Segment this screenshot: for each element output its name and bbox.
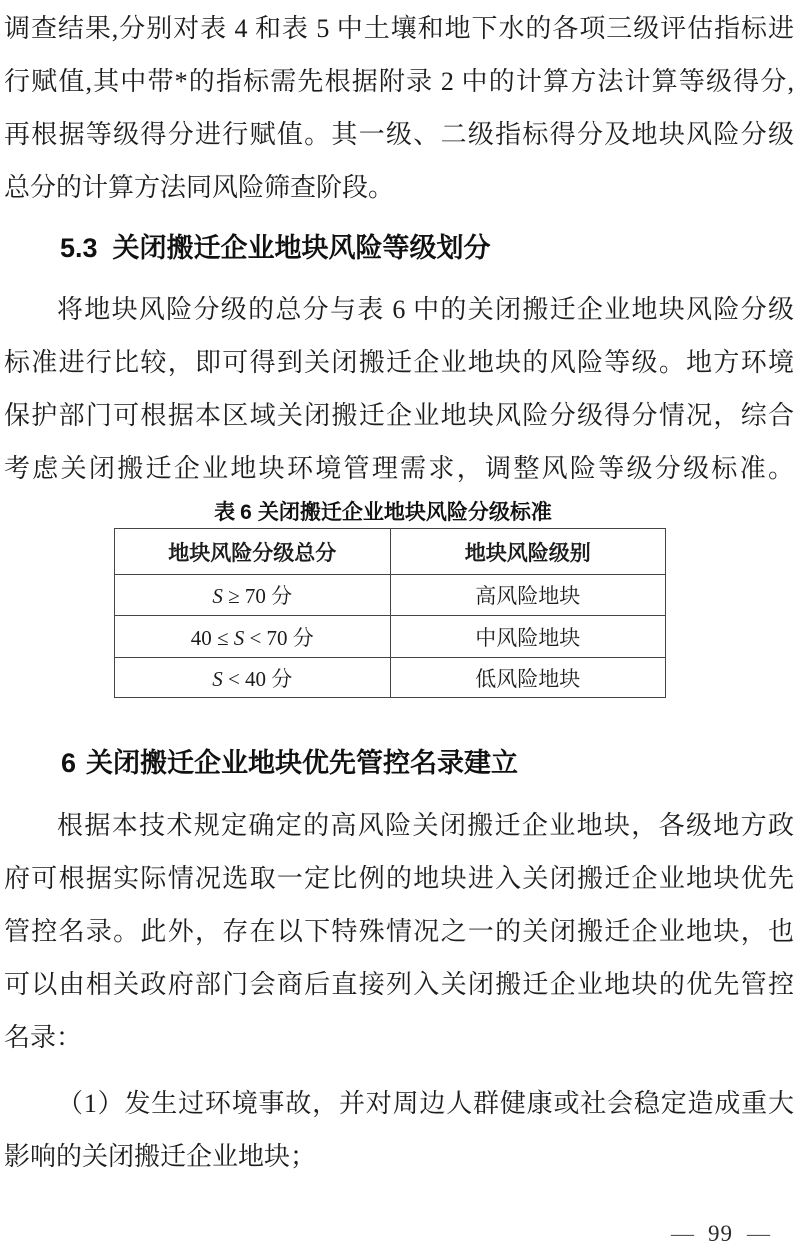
- section-title: 关闭搬迁企业地块优先管控名录建立: [86, 748, 519, 778]
- list-item-1: [4, 1077, 794, 1183]
- caption-title: 关闭搬迁企业地块风险分级标准: [257, 501, 552, 524]
- priority-list-paragraph: [4, 799, 794, 1064]
- table-row: [115, 658, 666, 698]
- text-line: 根据本技术规定确定的高风险关闭搬迁企业地块，各级地方政: [57, 811, 794, 840]
- section-number: 6: [61, 748, 77, 778]
- table-6-caption: [108, 498, 658, 528]
- text-line: 名录：: [4, 1023, 83, 1052]
- text-line: 总分的计算方法同风险筛查阶段。: [4, 173, 395, 202]
- caption-number: 6: [240, 501, 252, 524]
- text-line: 保护部门可根据本区域关闭搬迁企业地块风险分级得分情况，综合: [4, 401, 794, 430]
- header-score-column: 地块风险分级总分: [115, 529, 391, 575]
- caption-prefix: 表: [214, 501, 236, 524]
- text-line: 再根据等级得分进行赋值。其一级、二级指标得分及地块风险分级: [4, 120, 794, 149]
- header-level-column: 地块风险级别: [390, 529, 666, 575]
- footer-left-dash: —: [671, 1221, 694, 1246]
- score-cell: [115, 616, 391, 658]
- intro-paragraph: [4, 2, 794, 214]
- level-cell: 中风险地块: [390, 616, 666, 658]
- score-post: < 70 分: [244, 625, 314, 650]
- text-line: 标准进行比较，即可得到关闭搬迁企业地块的风险等级。地方环境: [4, 348, 794, 377]
- text-line: 将地块风险分级的总分与表 6 中的关闭搬迁企业地块风险分级: [57, 295, 794, 324]
- text-line: （1）发生过环境事故，并对周边人群健康或社会稳定造成重大: [57, 1089, 794, 1118]
- table-row: [115, 616, 666, 658]
- score-variable: S: [233, 625, 245, 650]
- text-line: 府可根据实际情况选取一定比例的地块进入关闭搬迁企业地块优先: [4, 864, 794, 893]
- risk-grading-paragraph: [4, 283, 794, 495]
- section-5-3-heading: [4, 230, 794, 266]
- score-variable: S: [212, 584, 223, 608]
- level-cell: 低风险地块: [390, 658, 666, 698]
- text-line: 影响的关闭搬迁企业地块；: [4, 1142, 317, 1171]
- text-line: 调查结果,分别对表 4 和表 5 中土壤和地下水的各项三级评估指标进: [4, 14, 794, 43]
- text-line: 考虑关闭搬迁企业地块环境管理需求，调整风险等级分级标准。: [4, 454, 794, 483]
- footer-right-dash: —: [747, 1221, 770, 1246]
- page-footer: [4, 1219, 794, 1249]
- score-pre: 40 ≤: [190, 625, 234, 650]
- text-line: 行赋值,其中带*的指标需先根据附录 2 中的计算方法计算等级得分,: [4, 67, 794, 96]
- text-line: 可以由相关政府部门会商后直接列入关闭搬迁企业地块的优先管控: [4, 970, 794, 999]
- score-cell: [115, 658, 391, 698]
- text-line: 管控名录。此外，存在以下特殊情况之一的关闭搬迁企业地块，也: [4, 917, 794, 946]
- section-title: 关闭搬迁企业地块风险等级划分: [112, 233, 491, 263]
- score-cell: [115, 575, 391, 616]
- score-variable: S: [212, 666, 223, 691]
- score-post: < 40 分: [222, 666, 293, 691]
- table-header-row: [115, 529, 666, 575]
- level-cell: 高风险地块: [390, 575, 666, 616]
- score-post: ≥ 70 分: [222, 584, 293, 608]
- risk-grading-table: [114, 528, 666, 698]
- section-number: 5.3: [60, 233, 98, 263]
- section-6-heading: [4, 744, 794, 782]
- page-number: 99: [708, 1221, 733, 1246]
- table-row: [115, 575, 666, 616]
